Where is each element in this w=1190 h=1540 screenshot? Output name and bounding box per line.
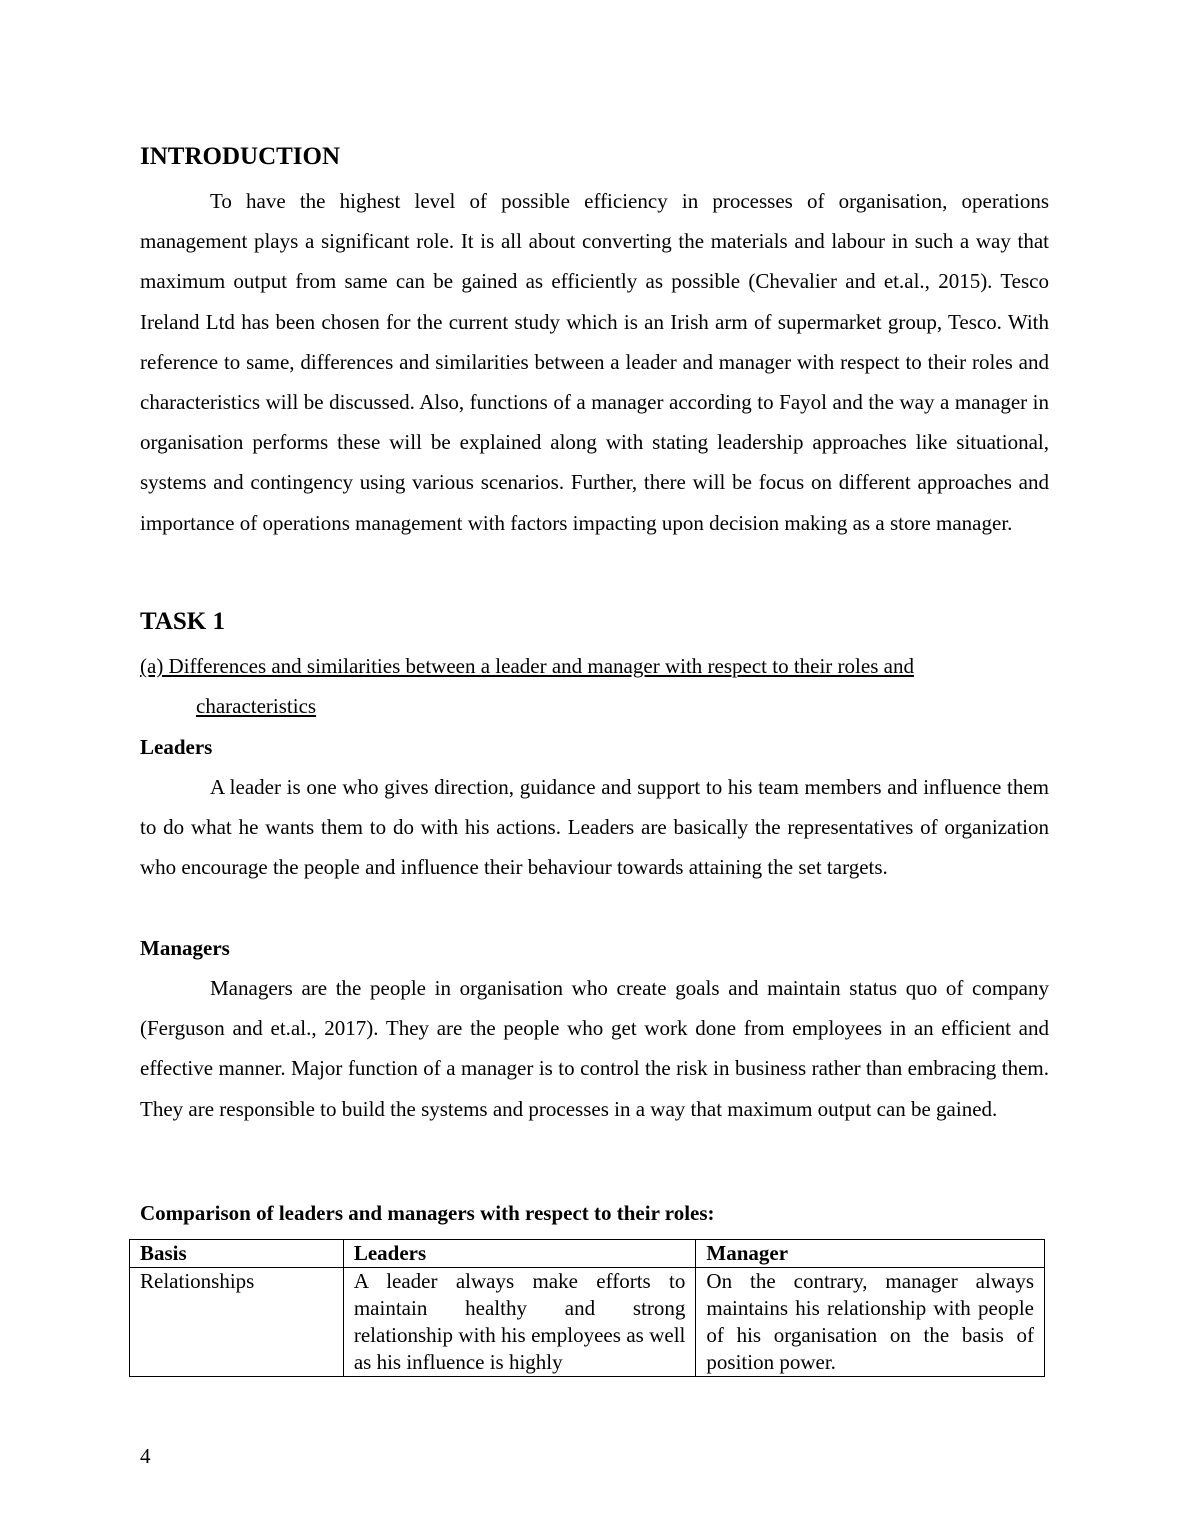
- header-leaders: Leaders: [343, 1240, 696, 1268]
- introduction-paragraph: To have the highest level of possible efficiency in processes of organisation, operations management plays a significant role. It is all about converting the materials and labour in such a way that maximum output from same can be gained as efficiently as possible (Chevalier and et.al., 2015). Tesco Ireland Ltd has been chosen for the current study which is an Irish arm of supermarket group, Tesco. With reference to same, differences and similarities between a leader and manager with respect to their roles and characteristics will be discussed. Also, functions of a manager according to Fayol and the way a manager in organisation performs these will be explained along with stating leadership approaches like situational, systems and contingency using various scenarios. Further, there will be focus on different approaches and importance of operations management with factors impacting upon decision making as a store manager.: [140, 189, 1049, 535]
- task1-subheading-line2: characteristics: [196, 694, 317, 719]
- header-manager: Manager: [696, 1240, 1045, 1268]
- cell-manager-text: On the contrary, manager always maintains his relationship with people of his organisation on the basis of position power.: [706, 1269, 1034, 1374]
- page-number: 4: [140, 1444, 151, 1468]
- introduction-heading: INTRODUCTION: [140, 143, 341, 170]
- managers-paragraph: Managers are the people in organisation who create goals and maintain status quo of company (Ferguson and et.al., 2017). They are the people who get work done from employees in an efficient and effective manner. Major function of a manager is to control the risk in business rather than embracing them. They are responsible to build the systems and processes in a way that maximum output can be gained.: [140, 976, 1049, 1121]
- comparison-heading: Comparison of leaders and managers with respect to their roles:: [140, 1201, 715, 1225]
- cell-leaders-text: A leader always make efforts to maintain healthy and strong relationship with his employees as well as his influence is highly: [353, 1269, 686, 1374]
- cell-basis-text: Relationships: [140, 1269, 255, 1293]
- managers-heading: Managers: [140, 936, 230, 960]
- cell-basis: [130, 1268, 344, 1377]
- task1-subheading-line1: (a) Differences and similarities between a leader and manager with respect to their roles and: [140, 654, 914, 678]
- leaders-paragraph: A leader is one who gives direction, guidance and support to his team members and influence them to do what he wants them to do with his actions. Leaders are basically the representatives of organization who encourage the people and influence their behaviour towards attaining the set targets.: [140, 775, 1049, 880]
- task1-heading: TASK 1: [140, 608, 225, 635]
- comparison-table: [129, 1239, 1045, 1377]
- leaders-heading: Leaders: [140, 735, 213, 759]
- table-header-row: [130, 1240, 1045, 1268]
- cell-leaders: [343, 1268, 696, 1377]
- table-row: [130, 1268, 1045, 1377]
- cell-manager: [696, 1268, 1045, 1377]
- header-basis: Basis: [130, 1240, 344, 1268]
- task1-subheading: [140, 646, 1049, 726]
